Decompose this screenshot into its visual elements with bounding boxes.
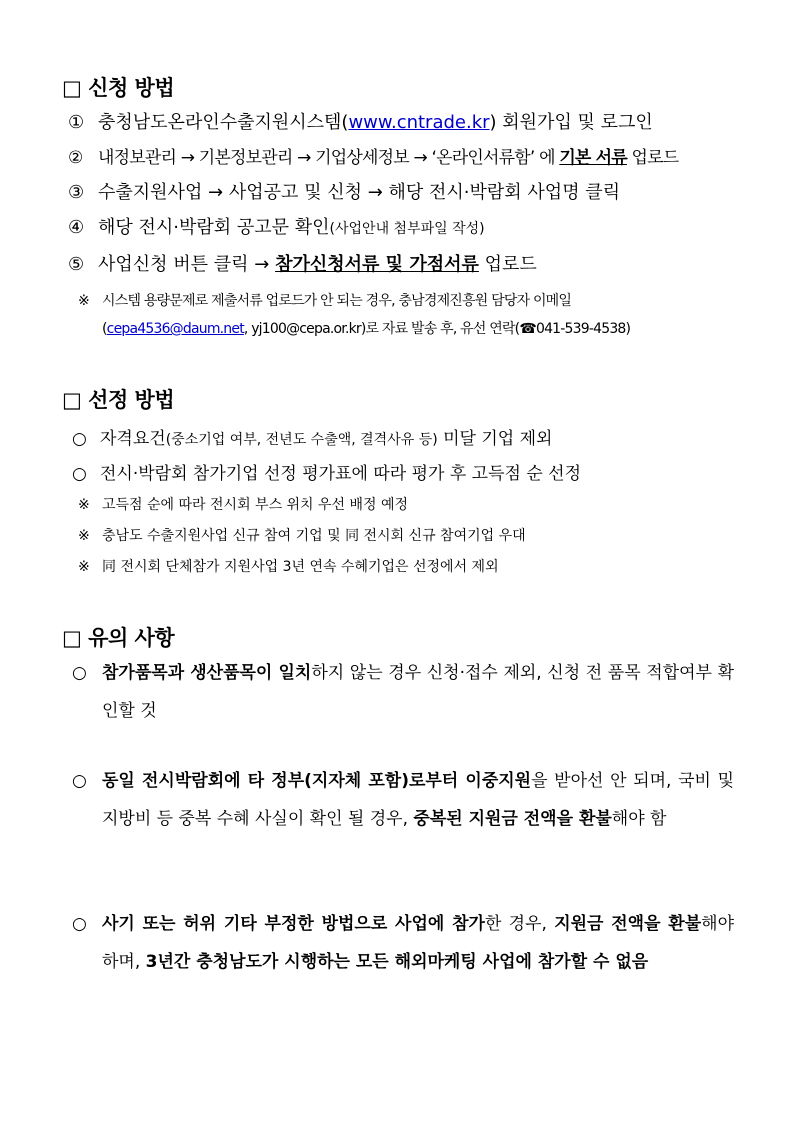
select-bullet-1 [72,424,552,449]
bullet-small-text: (중소기업 여부, 전년도 수출액, 결격사유 등) [165,432,438,448]
select-bullet-2 [72,459,581,484]
apply-note-line-1 [78,290,571,310]
step-number: ③ [68,182,85,203]
step-text: 사업신청 버튼 클릭 → [98,254,276,275]
caution-emphasis: 참가품목과 생산품목이 일치 [102,663,312,683]
caution-plain: 해야 하며, [102,914,734,972]
note-mark: ※ [78,497,90,513]
step-small-text: (사업안내 첨부파일 작성) [329,221,485,237]
caution-emphasis: 3년간 충청남도가 시행하는 모든 해외마케팅 사업에 참가할 수 없음 [145,952,649,972]
step-text: 업로드 [478,254,537,275]
apply-heading: □ 신청 방법 [62,76,175,100]
step-emphasis: 참가신청서류 및 가점서류 [275,254,479,275]
step-number: ④ [68,217,85,238]
caution-emphasis: 사기 또는 허위 기타 부정한 방법으로 사업에 참가 [102,914,485,934]
select-note-3 [78,556,499,576]
caution-emphasis: 지원금 전액을 환불 [554,914,702,934]
select-note-2 [78,525,526,545]
caution-emphasis: 동일 전시박람회에 타 정부(지자체 포함)로부터 이중지원 [102,771,532,791]
step-text: ) 회원가입 및 로그인 [489,112,653,133]
select-note-1 [78,494,408,514]
note-text: , yj100@cepa.or.kr)로 자료 발송 후, 유선 연락(☎041-539-4538) [243,321,631,337]
bullet-mark: ○ [72,663,87,683]
step-emphasis: 기본 서류 [559,148,627,168]
apply-step-4 [68,213,485,239]
caution-plain: 한 경우, [484,914,555,934]
step-text: 업로드 [626,148,679,168]
note-text: 충남도 수출지원사업 신규 참여 기업 및 同 전시회 신규 참여기업 우대 [102,528,526,544]
caution-plain: 해야 함 [611,809,667,829]
step-text: 충청남도온라인수출지원시스템( [98,112,349,133]
bullet-text: 미달 기업 제외 [437,429,553,449]
apply-step-3 [68,178,620,204]
bullet-mark: ○ [72,914,87,934]
note-text: 同 전시회 단체참가 지원사업 3년 연속 수혜기업은 선정에서 제외 [102,559,499,575]
step-number: ⑤ [68,254,85,275]
note-text: ( [102,321,107,337]
bullet-mark: ○ [72,771,87,791]
apply-note-line-2 [102,318,630,338]
email-link[interactable]: cepa4536@daum.net [106,321,244,337]
step-text: 수출지원사업 → 사업공고 및 신청 → 해당 전시·박람회 사업명 클릭 [98,182,621,203]
cntrade-link[interactable]: www.cntrade.kr [348,112,490,133]
caution-text [102,654,734,730]
bullet-mark: ○ [72,429,87,449]
apply-step-1 [68,108,653,134]
select-heading: □ 선정 방법 [62,388,175,412]
step-number: ① [68,112,85,133]
note-mark: ※ [78,559,90,575]
caution-plain: 을 받아선 안 되며, 국비 및 지방비 등 중복 수혜 사실이 확인 될 경우, [102,771,734,829]
note-text: 고득점 순에 따라 전시회 부스 위치 우선 배정 예정 [102,497,409,513]
note-text: 시스템 용량문제로 제출서류 업로드가 안 되는 경우, 충남경제진흥원 담당자 이메일 [102,293,572,309]
step-number: ② [68,148,83,168]
caution-text [102,762,734,838]
caution-plain: 하지 않는 경우 신청·접수 제외, 신청 전 품목 적합여부 확인할 것 [102,663,734,721]
bullet-mark: ○ [72,464,87,484]
caution-emphasis: 중복된 지원금 전액을 환불 [413,809,612,829]
bullet-text: 전시·박람회 참가기업 선정 평가표에 따라 평가 후 고득점 순 선정 [100,464,582,484]
note-mark: ※ [78,293,89,309]
note-mark: ※ [78,528,90,544]
apply-step-2 [68,143,678,168]
step-text: 해당 전시·박람회 공고문 확인 [98,217,330,238]
caution-text [102,905,734,981]
apply-step-5 [68,250,537,276]
caution-heading: □ 유의 사항 [62,626,175,650]
bullet-text: 자격요건 [100,429,166,449]
step-text: 내정보관리 → 기본정보관리 → 기업상세정보 → ‘온라인서류함’ 에 [98,148,560,168]
